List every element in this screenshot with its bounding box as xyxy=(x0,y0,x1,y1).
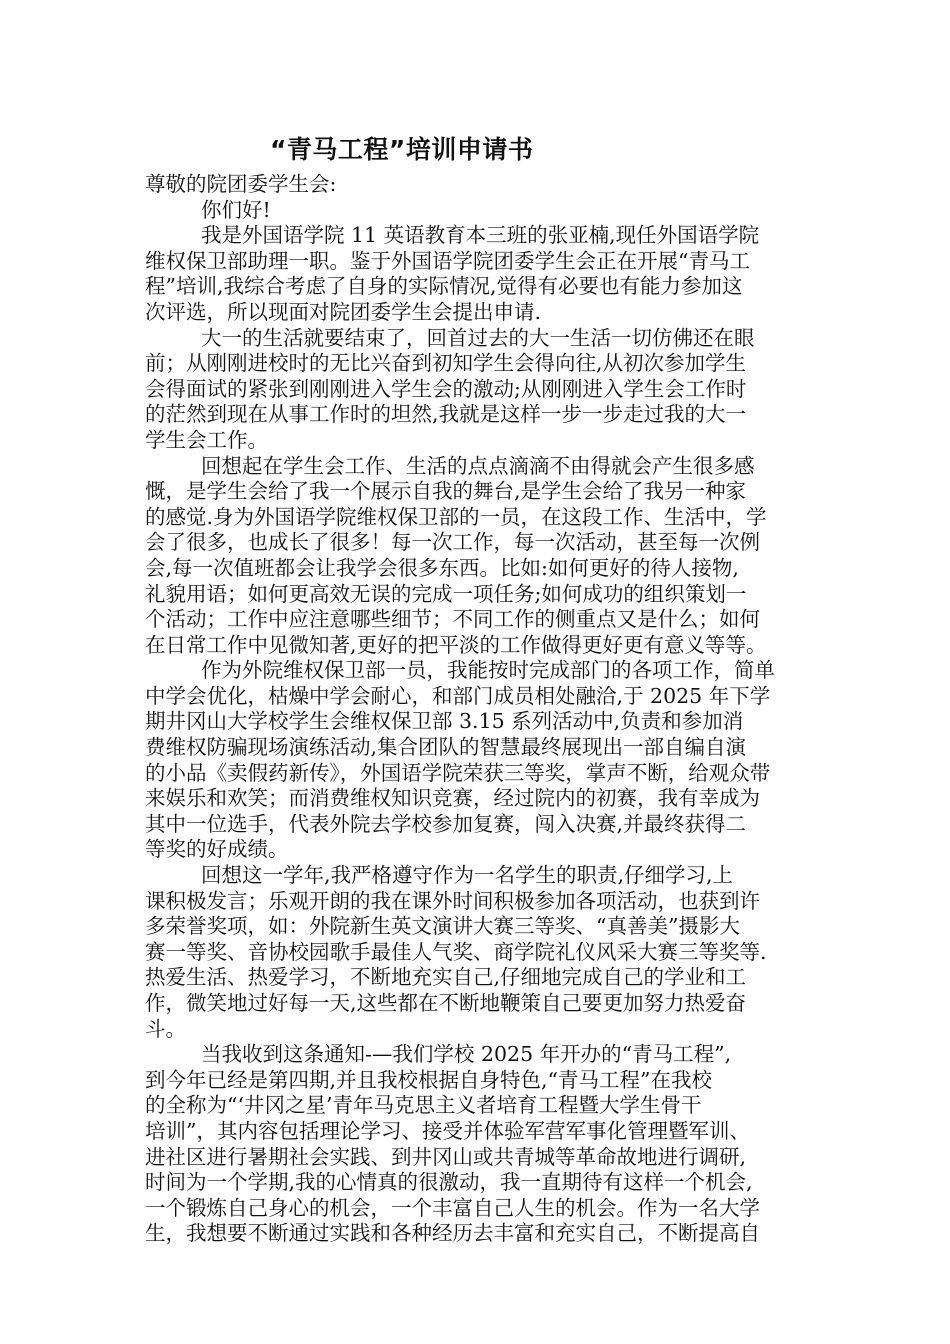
body-line: 程”培训,我综合考虑了自身的实际情况,觉得有必要也有能力参加这 xyxy=(145,274,743,299)
body-line: 培训”，其内容包括理论学习、接受并体验军营军事化管理暨军训、 xyxy=(145,1118,750,1143)
document-title: “青马工程”培训申请书 xyxy=(270,135,534,164)
body-line: 你们好! xyxy=(201,197,271,222)
body-line: 前；从刚刚进校时的无比兴奋到初知学生会得向往,从初次参加学生 xyxy=(145,351,747,376)
body-line: 斗。 xyxy=(145,1016,186,1041)
body-line: 课积极发言；乐观开朗的我在课外时间积极参加各项活动，也获到许 xyxy=(145,888,760,913)
body-line: 会得面试的紧张到刚刚进入学生会的激动;从刚刚进入学生会工作时 xyxy=(145,376,747,401)
body-line: 会了很多，也成长了很多！每一次工作，每一次活动，甚至每一次例 xyxy=(145,530,760,555)
body-line: 多荣誉奖项，如：外院新生英文演讲大赛三等奖、“真善美”摄影大 xyxy=(145,914,740,939)
body-line: 慨，是学生会给了我一个展示自我的舞台,是学生会给了我另一种家 xyxy=(145,479,747,504)
body-line: 尊敬的院团委学生会: xyxy=(145,172,337,196)
body-line: 费维权防骗现场演练活动,集合团队的智慧最终展现出一部自编自演 xyxy=(145,735,747,760)
body-line: 在日常工作中见微知著,更好的把平淡的工作做得更好更有意义等等。 xyxy=(145,632,767,657)
body-line: 的茫然到现在从事工作时的坦然,我就是这样一步一步走过我的大一 xyxy=(145,402,747,427)
document-body xyxy=(145,172,815,1247)
body-line: 热爱生活、热爱学习，不断地充实自己,仔细地完成自己的学业和工 xyxy=(145,965,747,990)
body-line: 次评选，所以现面对院团委学生会提出申请. xyxy=(145,299,542,324)
body-line: 的全称为“‘井冈之星’青年马克思主义者培育工程暨大学生骨干 xyxy=(145,1093,702,1118)
body-line: 中学会优化，枯燥中学会耐心，和部门成员相处融洽,于 2025 年下学 xyxy=(145,683,771,708)
body-line: 个活动；工作中应注意哪些细节；不同工作的侧重点又是什么；如何 xyxy=(145,607,760,632)
body-line: 维权保卫部助理一职。鉴于外国语学院团委学生会正在开展“青马工 xyxy=(145,248,750,273)
body-line: 其中一位选手，代表外院去学校参加复赛，闯入决赛,并最终获得二 xyxy=(145,811,747,836)
body-line: 回想起在学生会工作、生活的点点滴滴不由得就会产生很多感 xyxy=(201,453,755,478)
body-line: 礼貌用语；如何更高效无误的完成一项任务;如何成功的组织策划一 xyxy=(145,581,747,606)
body-line: 到今年已经是第四期,并且我校根据自身特色,“青马工程”在我校 xyxy=(145,1067,712,1092)
body-line: 当我收到这条通知-—我们学校 2025 年开办的“青马工程”, xyxy=(201,1042,732,1067)
body-line: 等奖的好成绩。 xyxy=(145,837,289,862)
body-line: 来娱乐和欢笑；而消费维权知识竞赛，经过院内的初赛，我有幸成为 xyxy=(145,786,760,811)
body-line: 我是外国语学院 11 英语教育本三班的张亚楠,现任外国语学院 xyxy=(201,223,760,248)
body-line: 作，微笑地过好每一天,这些都在不断地鞭策自己要更加努力热爱奋 xyxy=(145,991,747,1015)
body-line: 大一的生活就要结束了，回首过去的大一生活一切仿佛还在眼 xyxy=(201,325,755,350)
body-line: 一个锻炼自己身心的机会，一个丰富自己人生的机会。作为一名大学 xyxy=(145,1195,760,1220)
body-line: 回想这一学年,我严格遵守作为一名学生的职责,仔细学习,上 xyxy=(201,863,734,888)
body-line: 时间为一个学期,我的心情真的很激动，我一直期待有这样一个机会, xyxy=(145,1170,753,1195)
body-line: 作为外院维权保卫部一员，我能按时完成部门的各项工作，简单 xyxy=(201,658,775,683)
body-line: 进社区进行暑期社会实践、到井冈山或共青城等革命故地进行调研, xyxy=(145,1144,747,1169)
body-line: 的感觉.身为外国语学院维权保卫部的一员，在这段工作、生活中，学 xyxy=(145,504,767,529)
body-line: 生，我想要不断通过实践和各种经历去丰富和充实自己，不断提高自 xyxy=(145,1221,760,1246)
body-line: 的小品《卖假药新传》，外国语学院荣获三等奖，掌声不断，给观众带 xyxy=(145,760,771,785)
body-line: 期井冈山大学校学生会维权保卫部 3.15 系列活动中,负责和参加消 xyxy=(145,709,744,734)
body-line: 会,每一次值班都会让我学会很多东西。比如:如何更好的待人接物, xyxy=(145,555,739,580)
body-line: 学生会工作。 xyxy=(145,427,268,452)
body-line: 赛一等奖、音协校园歌手最佳人气奖、商学院礼仪风采大赛三等奖等. xyxy=(145,939,767,964)
